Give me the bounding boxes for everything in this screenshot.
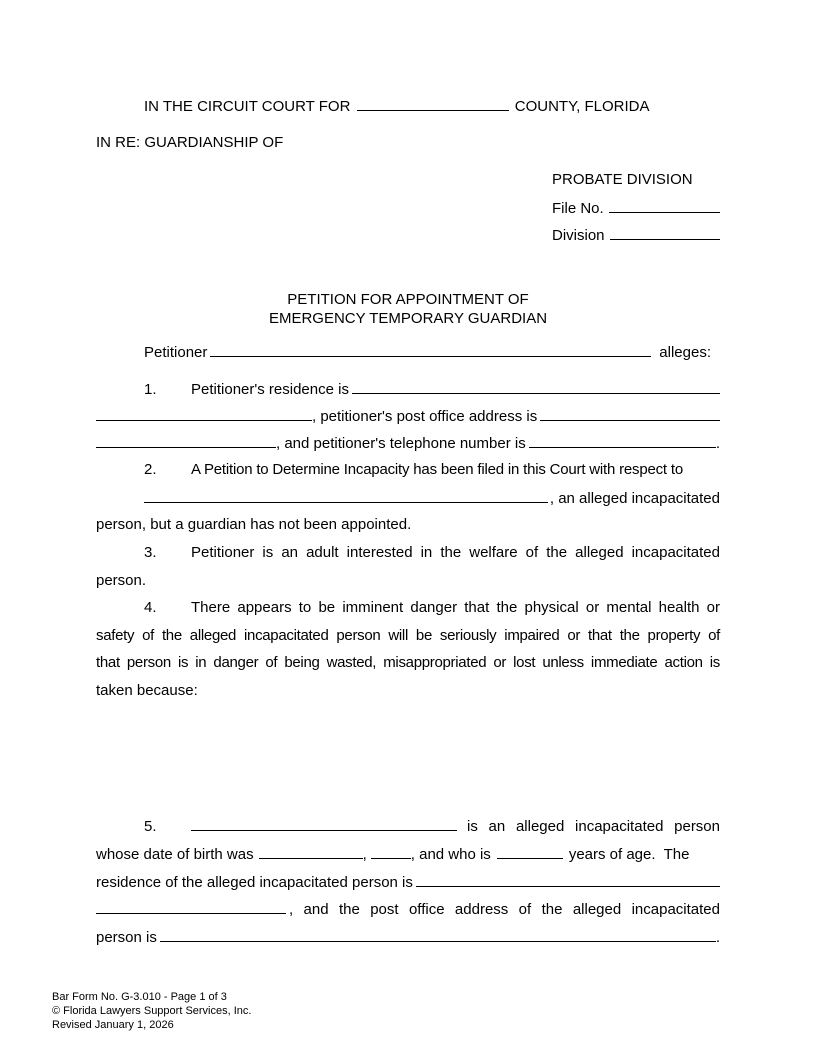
p2-text-b: , an alleged incapacitated — [549, 490, 720, 507]
p4-line-2: safety of the alleged incapacitated person will be seriously impaired or that the property of — [96, 627, 720, 644]
p1-text-c: , and petitioner's telephone number is — [276, 435, 526, 452]
p4-line-4: taken because: — [96, 682, 198, 699]
po-address-blank[interactable] — [540, 407, 720, 421]
p1-line-3 — [96, 434, 720, 453]
petitioner-label: Petitioner — [144, 344, 208, 361]
p3-line-1 — [144, 544, 720, 562]
footer-revised: Revised January 1, 2026 — [52, 1019, 174, 1031]
p5-text-a: is an alleged incapacitated person — [467, 818, 720, 835]
p1-text-b: , petitioner's post office address is — [312, 408, 538, 425]
p5-text-e: person is — [96, 929, 157, 946]
incapacitated-person-blank[interactable] — [144, 489, 548, 503]
aip-residence-blank-cont[interactable] — [96, 900, 286, 914]
p2-number: 2. — [144, 461, 157, 478]
footer-copyright: © Florida Lawyers Support Services, Inc. — [52, 1005, 252, 1017]
age-blank[interactable] — [497, 845, 563, 859]
alleges-label: alleges: — [659, 344, 711, 361]
p1-text-a: Petitioner's residence is — [191, 381, 349, 398]
p5-number: 5. — [144, 818, 157, 835]
division-label: Division — [552, 227, 605, 244]
dob-year-blank[interactable] — [371, 845, 411, 859]
petition-title-line-2: EMERGENCY TEMPORARY GUARDIAN — [268, 310, 548, 327]
residence-blank[interactable] — [352, 380, 720, 394]
p4-line-3: that person is in danger of being wasted, misappropriated or lost unless immediate action is — [96, 654, 720, 671]
p5-text-b2: , — [362, 846, 367, 863]
aip-name-blank[interactable] — [191, 817, 457, 831]
court-suffix: COUNTY, FLORIDA — [514, 98, 650, 115]
p4-line-1 — [144, 599, 720, 617]
p2-line-1 — [144, 461, 720, 479]
p3-text-a: Petitioner is an adult interested in the welfare of the alleged incapacitated — [191, 544, 720, 561]
p2-line-3: person, but a guardian has not been appointed. — [96, 516, 412, 533]
residence-blank-cont[interactable] — [96, 407, 312, 421]
footer-form-number: Bar Form No. G-3.010 - Page 1 of 3 — [52, 991, 227, 1003]
aip-residence-blank[interactable] — [416, 873, 720, 887]
p2-line-2 — [144, 489, 720, 508]
division-heading: PROBATE DIVISION — [552, 171, 693, 188]
telephone-blank[interactable] — [529, 434, 716, 448]
p5-text-b1: whose date of birth was — [96, 846, 254, 863]
p4-text-a: There appears to be imminent danger that the physical or mental health or — [191, 599, 720, 616]
dob-month-day-blank[interactable] — [259, 845, 363, 859]
p1-line-1 — [144, 380, 720, 399]
aip-po-address-blank[interactable] — [160, 928, 716, 942]
court-prefix: IN THE CIRCUIT COURT FOR — [144, 98, 351, 115]
p5-text-b4: years of age. The — [568, 846, 690, 863]
petitioner-name-blank[interactable] — [210, 343, 651, 357]
p4-number: 4. — [144, 599, 157, 616]
division-blank[interactable] — [610, 226, 720, 240]
county-blank[interactable] — [357, 97, 509, 111]
p5-line-4 — [96, 900, 720, 919]
p5-line-1 — [144, 817, 720, 836]
p2-text-a: A Petition to Determine Incapacity has been filed in this Court with respect to — [191, 461, 683, 478]
po-address-blank-cont[interactable] — [96, 434, 276, 448]
court-header-line — [144, 97, 650, 116]
petition-title-line-1: PETITION FOR APPOINTMENT OF — [287, 291, 529, 308]
p5-text-d: , and the post office address of the alleged incapacitated — [289, 901, 720, 918]
p5-text-c: residence of the alleged incapacitated person is — [96, 874, 413, 891]
p5-line-2 — [96, 845, 720, 864]
division-line — [552, 226, 720, 245]
p5-text-b3: , and who is — [410, 846, 491, 863]
file-no-line — [552, 199, 720, 218]
p3-number: 3. — [144, 544, 157, 561]
p3-line-2: person. — [96, 572, 147, 589]
file-no-label: File No. — [552, 200, 604, 217]
file-no-blank[interactable] — [609, 199, 720, 213]
in-re-line: IN RE: GUARDIANSHIP OF — [96, 134, 284, 151]
p5-line-3 — [96, 873, 720, 892]
p5-end: . — [715, 929, 720, 946]
p1-number: 1. — [144, 381, 157, 398]
p1-line-2 — [96, 407, 720, 426]
p1-end: . — [715, 435, 720, 452]
petitioner-line — [144, 343, 711, 362]
p5-line-5 — [96, 928, 720, 947]
